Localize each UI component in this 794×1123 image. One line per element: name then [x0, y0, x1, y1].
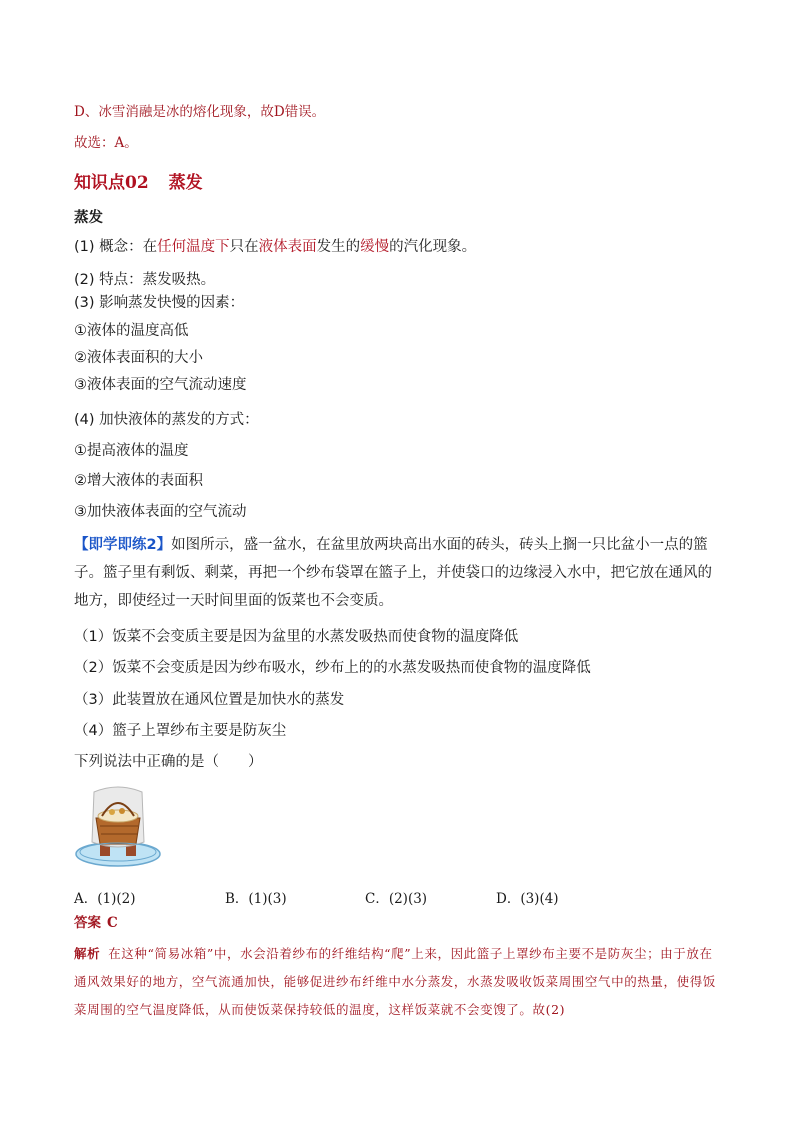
- answer-value: C: [107, 915, 118, 931]
- option-c: C．(2)(3): [365, 891, 428, 907]
- answer-label: 答案: [74, 915, 101, 931]
- exercise-text: 如图所示，盛一盆水，在盆里放两块高出水面的砖头，砖头上搁一只比盆小一点的篮子。篮子里有剩饭、剩菜，再把一个纱布袋罩在篮子上，并使袋口的边缘浸入水中，把它放在通风的地方，即使经过一天时间里面的饭菜也不会变质。: [74, 537, 712, 609]
- statement: （2）饭菜不会变质是因为纱布吸水，纱布上的的水蒸发吸热而使食物的温度降低: [74, 660, 591, 676]
- subheading: 蒸发: [74, 210, 103, 226]
- feature-line: (2) 特点：蒸发吸热。: [74, 272, 216, 288]
- statement: （1）饭菜不会变质主要是因为盆里的水蒸发吸热而使食物的温度降低: [74, 629, 519, 645]
- speedup-item: ①提高液体的温度: [74, 443, 189, 459]
- statement: （3）此装置放在通风位置是加快水的蒸发: [74, 692, 345, 708]
- factors-title: (3) 影响蒸发快慢的因素：: [74, 295, 245, 311]
- concept-prefix: (1) 概念：在: [74, 239, 158, 255]
- concept-line: [74, 235, 476, 256]
- concept-highlight-1: 任何温度下: [157, 239, 230, 255]
- exercise-stem: [74, 531, 722, 615]
- section-heading: [74, 168, 203, 193]
- concept-highlight-3: 缓慢: [360, 239, 390, 255]
- option-d: D．(3)(4): [496, 891, 559, 907]
- option-a: A．(1)(2): [74, 891, 136, 907]
- speedup-item: ③加快液体表面的空气流动: [74, 504, 247, 520]
- option-b: B．(1)(3): [225, 891, 287, 907]
- heading-title: 蒸发: [168, 173, 203, 193]
- analysis-label: 解析: [74, 946, 101, 961]
- factor-item: ①液体的温度高低: [74, 323, 189, 339]
- statement: （4）篮子上罩纱布主要是防灰尘: [74, 723, 287, 739]
- exercise-tag: 【即学即练2】: [74, 537, 172, 553]
- concept-end: 的汽化现象。: [389, 239, 477, 255]
- basket-illustration: [72, 782, 164, 872]
- speedup-title: (4) 加快液体的蒸发的方式：: [74, 412, 259, 428]
- answer-line: [74, 911, 118, 931]
- heading-number: 知识点02: [74, 173, 149, 193]
- speedup-item: ②增大液体的表面积: [74, 473, 203, 489]
- choice-result: 故选：A。: [74, 135, 138, 151]
- analysis: [74, 940, 724, 1024]
- factor-item: ②液体表面积的大小: [74, 350, 203, 366]
- factor-item: ③液体表面的空气流动速度: [74, 377, 247, 393]
- concept-mid-1: 只在: [229, 239, 259, 255]
- analysis-text: 在这种“简易冰箱”中，水会沿着纱布的纤维结构“爬”上来，因此篮子上罩纱布主要不是防灰尘；由于放在通风效果好的地方，空气流通加快，能够促进纱布纤维中水分蒸发，水蒸发吸收饭菜周围空气中的热量，使得饭菜周围的空气温度降低，从而使饭菜保持较低的温度，这样饭菜就不会变馊了。故(2): [74, 946, 716, 1017]
- option-d-explanation: D、冰雪消融是冰的熔化现象，故D错误。: [74, 104, 326, 120]
- concept-highlight-2: 液体表面: [258, 239, 317, 255]
- concept-mid-2: 发生的: [316, 239, 361, 255]
- question: 下列说法中正确的是（ ）: [74, 754, 263, 770]
